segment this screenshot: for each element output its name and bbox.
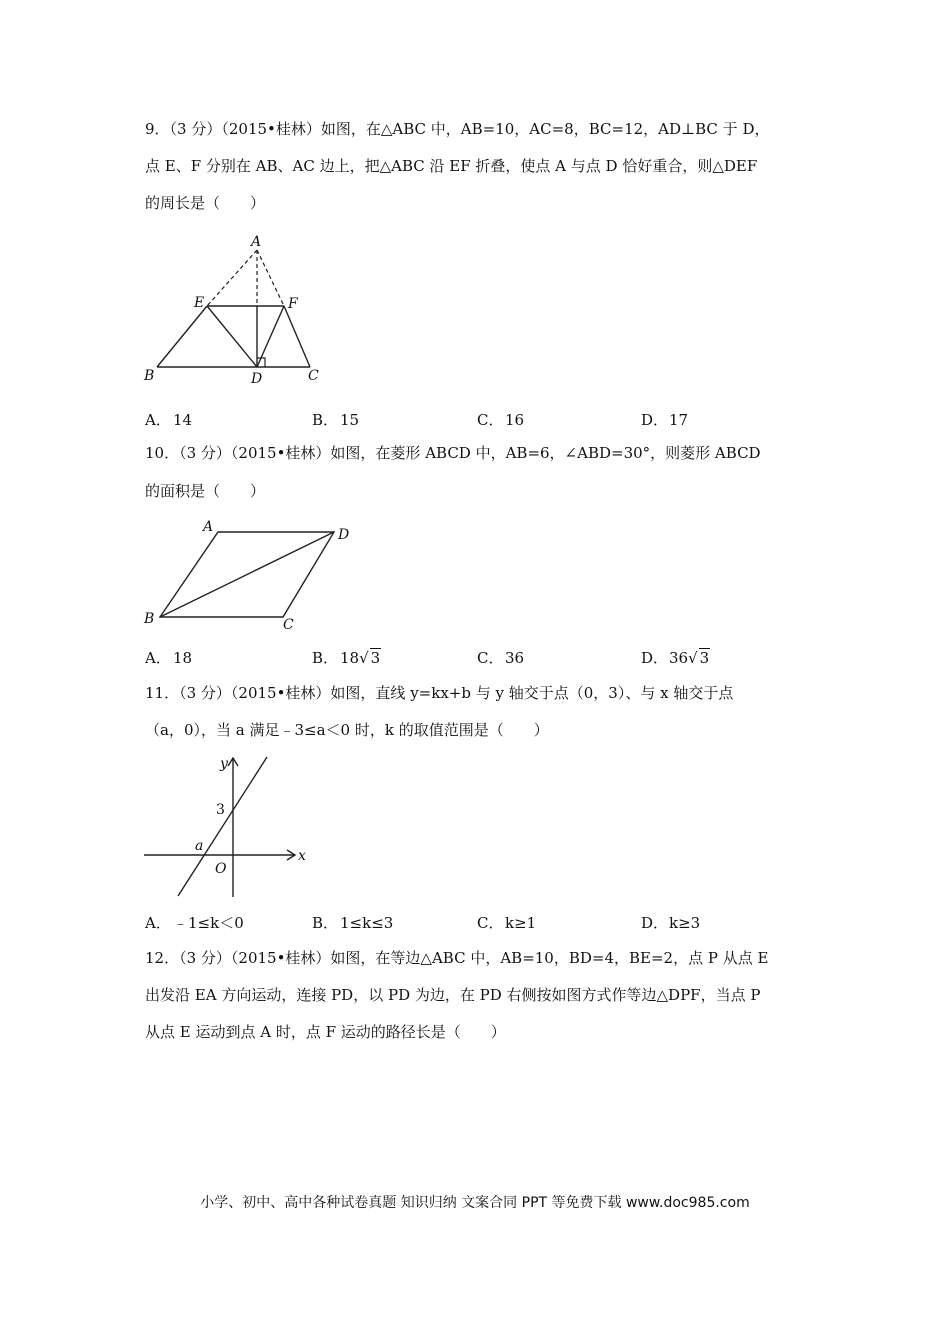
q10-label-d: D xyxy=(338,527,350,543)
q10-line-1: 10．（3 分）（2015•桂林）如图，在菱形 ABCD 中，AB=6，∠ABD=30°，则菱形 ABCD xyxy=(145,444,761,462)
q11-option-b: B． 1≤k≤3 xyxy=(312,914,394,932)
q12-line-3: 从点 E 运动到点 A 时，点 F 运动的路径长是（ ） xyxy=(145,1023,506,1041)
q11-label-3: 3 xyxy=(216,802,225,818)
q9-option-d: D．17 xyxy=(641,411,689,429)
q9-option-b: B． 15 xyxy=(312,411,360,429)
q11-label-a: a xyxy=(195,838,204,854)
q11-label-x: x xyxy=(298,848,306,864)
q9-label-f: F xyxy=(288,296,298,312)
q10-label-b: B xyxy=(144,611,155,627)
q11-line-2: （a，0），当 a 满足﹣3≤a＜0 时，k 的取值范围是（ ） xyxy=(145,721,549,739)
q9-label-b: B xyxy=(144,368,155,384)
q9-option-a: A． 14 xyxy=(145,411,193,429)
q9-dashed-ae xyxy=(207,250,257,306)
q11-option-d: D．k≥3 xyxy=(641,914,701,932)
q12-line-1: 12．（3 分）（2015•桂林）如图，在等边△ABC 中，AB=10，BD=4，BE=2，点 P 从点 E xyxy=(145,949,769,967)
q9-option-c: C． 16 xyxy=(477,411,525,429)
q11-figure xyxy=(140,752,320,902)
q9-label-d: D xyxy=(251,371,263,387)
q9-dashed-af xyxy=(257,250,284,306)
q10-label-c: C xyxy=(283,617,294,633)
q9-line-1: 9．（3 分）（2015•桂林）如图，在△ABC 中，AB=10，AC=8，BC=12，AD⊥BC 于 D， xyxy=(145,120,770,138)
q9-segment-fc xyxy=(284,306,310,367)
q10-option-d-sqrt: √ 3 xyxy=(688,649,710,667)
q9-label-c: C xyxy=(308,368,319,384)
q10-option-d: D．36√ 3 xyxy=(641,649,710,667)
q11-label-y: y xyxy=(220,756,228,772)
q11-option-c: C． k≥1 xyxy=(477,914,537,932)
q10-option-b-sqrt: √ 3 xyxy=(359,649,381,667)
q10-figure xyxy=(140,515,360,635)
q11-line-1: 11．（3 分）（2015•桂林）如图，直线 y=kx+b 与 y 轴交于点（0，3）、与 x 轴交于点 xyxy=(145,684,734,702)
q9-line-2: 点 E、F 分别在 AB、AC 边上，把△ABC 沿 EF 折叠，使点 A 与点 D 恰好重合，则△DEF xyxy=(145,157,758,175)
q10-option-c: C． 36 xyxy=(477,649,525,667)
q9-label-e: E xyxy=(194,295,205,311)
q11-label-origin: O xyxy=(215,861,227,877)
q10-label-a: A xyxy=(203,519,214,535)
q9-line-3: 的周长是（ ） xyxy=(145,194,266,212)
q9-figure xyxy=(140,230,340,390)
q9-segment-be xyxy=(157,306,207,367)
q10-option-b: B． 18√ 3 xyxy=(312,649,381,667)
q10-option-a: A． 18 xyxy=(145,649,193,667)
q9-segment-ed xyxy=(207,306,257,367)
q9-label-a: A xyxy=(251,234,262,250)
q10-line-2: 的面积是（ ） xyxy=(145,482,266,500)
footer-download-banner: 小学、初中、高中各种试卷真题 知识归纳 文案合同 PPT 等免费下载 www.doc985.com xyxy=(200,1195,750,1211)
q12-line-2: 出发沿 EA 方向运动，连接 PD，以 PD 为边，在 PD 右侧按如图方式作等边△DPF，当点 P xyxy=(145,986,761,1004)
q11-option-a: A． ﹣1≤k＜0 xyxy=(145,914,244,932)
